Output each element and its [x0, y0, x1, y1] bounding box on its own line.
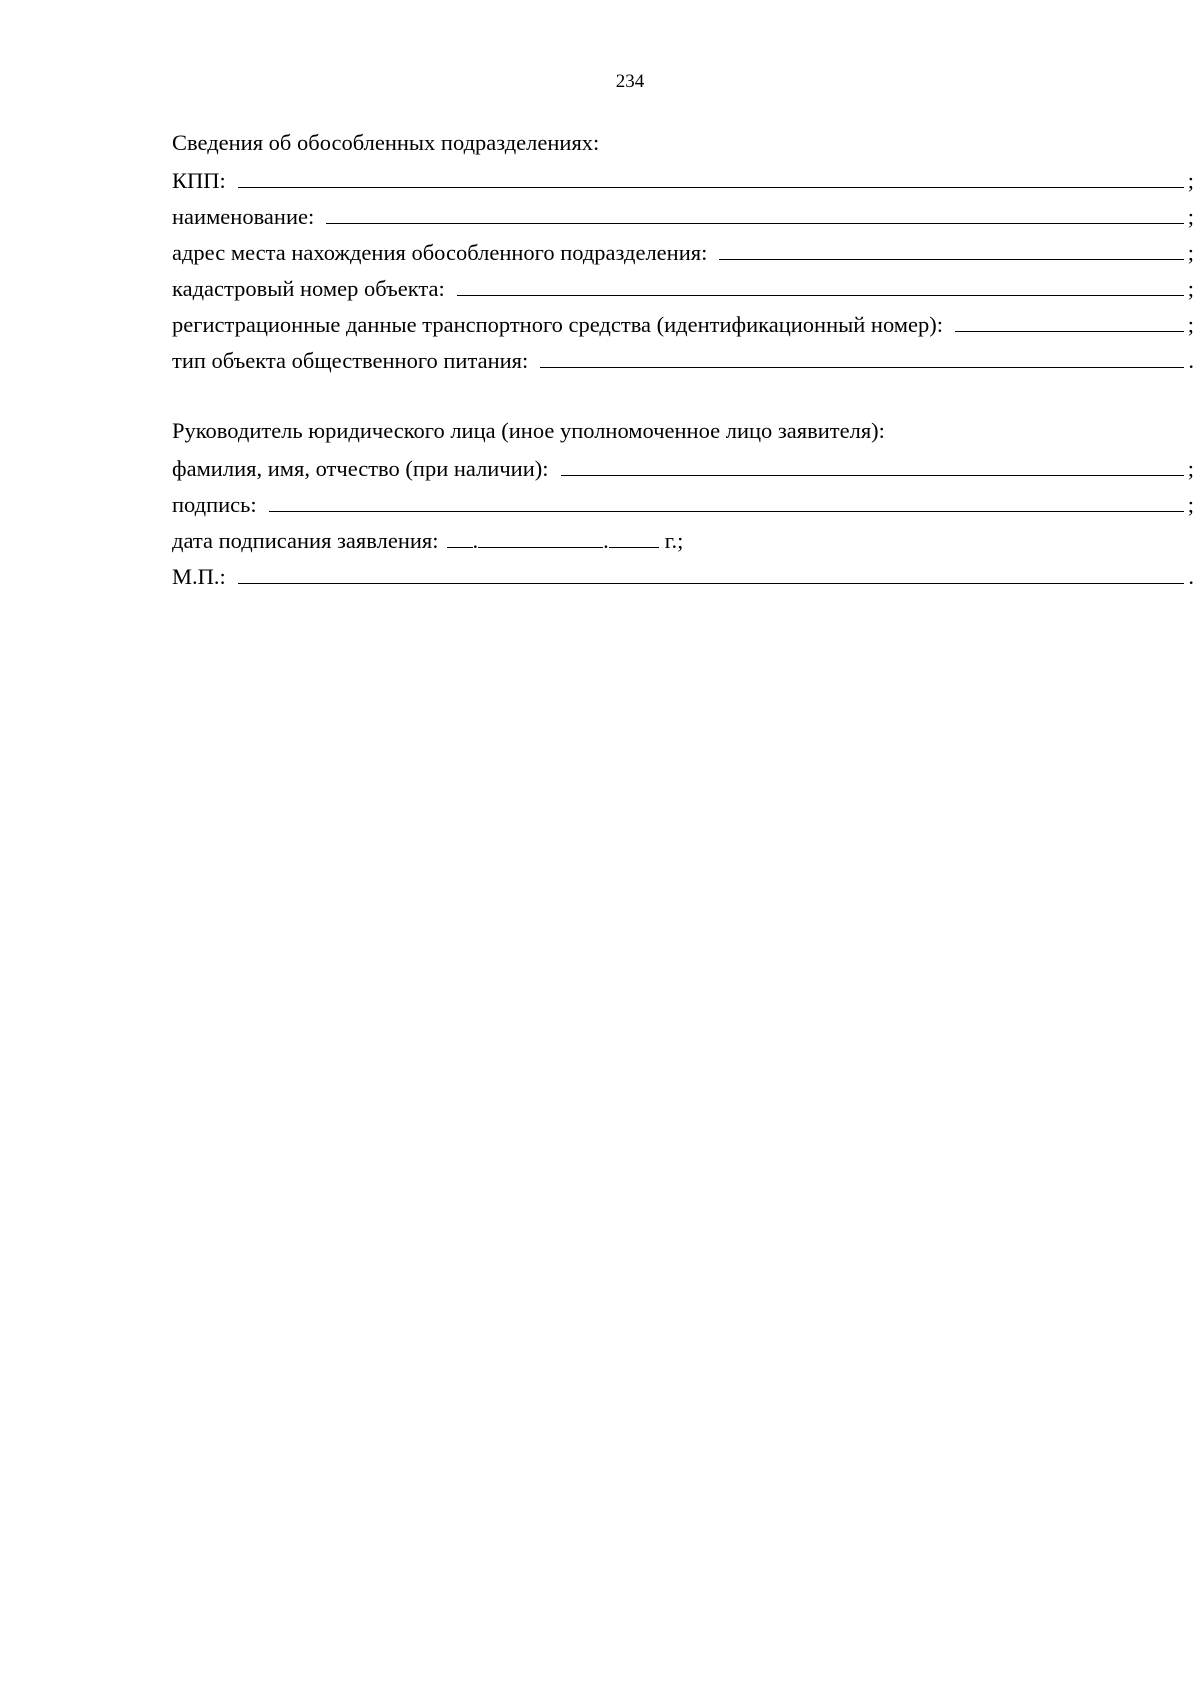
date-year-field[interactable] — [609, 521, 659, 548]
date-separator-1: . — [472, 528, 479, 553]
fio-field[interactable] — [561, 449, 1185, 476]
signature-field[interactable] — [269, 485, 1184, 512]
kpp-end: ; — [1187, 168, 1194, 193]
branch-address-row — [172, 233, 1194, 269]
page-number: 234 — [615, 71, 645, 92]
branch-name-end: ; — [1187, 204, 1194, 229]
fio-end: ; — [1187, 456, 1194, 481]
cadastral-row — [172, 269, 1194, 305]
vehicle-row — [172, 305, 1194, 341]
date-month-field[interactable] — [478, 521, 603, 548]
cadastral-end: ; — [1187, 276, 1194, 301]
fio-row — [172, 449, 1194, 485]
catering-label: тип объекта общественного питания: — [172, 348, 529, 373]
cadastral-label: кадастровый номер объекта: — [172, 276, 445, 301]
date-row — [172, 521, 1194, 557]
catering-row — [172, 341, 1194, 377]
form-body — [172, 125, 1194, 593]
branch-name-label: наименование: — [172, 204, 315, 229]
branch-address-label: адрес места нахождения обособленного подразделения: — [172, 240, 708, 265]
branches-heading: Сведения об обособленных подразделениях: — [172, 130, 600, 155]
stamp-end: . — [1188, 564, 1194, 589]
signature-end: ; — [1187, 492, 1194, 517]
section-spacer — [172, 377, 1194, 413]
signature-row — [172, 485, 1194, 521]
fio-label: фамилия, имя, отчество (при наличии): — [172, 456, 549, 481]
stamp-label: М.П.: — [172, 564, 226, 589]
branch-name-field[interactable] — [326, 197, 1184, 224]
branch-address-field[interactable] — [719, 233, 1184, 260]
signature-label: подпись: — [172, 492, 257, 517]
kpp-label: КПП: — [172, 168, 226, 193]
signatory-heading: Руководитель юридического лица (иное уполномоченное лицо заявителя): — [172, 418, 885, 443]
vehicle-end: ; — [1187, 312, 1194, 337]
stamp-row — [172, 557, 1194, 593]
branch-name-row — [172, 197, 1194, 233]
branches-heading-row — [172, 125, 1194, 161]
kpp-field[interactable] — [238, 161, 1184, 188]
date-label: дата подписания заявления: — [172, 528, 439, 553]
stamp-field[interactable] — [238, 557, 1184, 584]
cadastral-field[interactable] — [457, 269, 1184, 296]
branch-address-end: ; — [1187, 240, 1194, 265]
date-day-field[interactable] — [447, 521, 473, 548]
catering-end: . — [1188, 348, 1194, 373]
vehicle-label: регистрационные данные транспортного средства (идентификационный номер): — [172, 312, 943, 337]
catering-field[interactable] — [540, 341, 1184, 368]
date-separator-2: . — [603, 528, 609, 553]
date-suffix: г.; — [664, 528, 684, 553]
vehicle-field[interactable] — [955, 305, 1184, 332]
signatory-heading-row — [172, 413, 1194, 449]
kpp-row — [172, 161, 1194, 197]
